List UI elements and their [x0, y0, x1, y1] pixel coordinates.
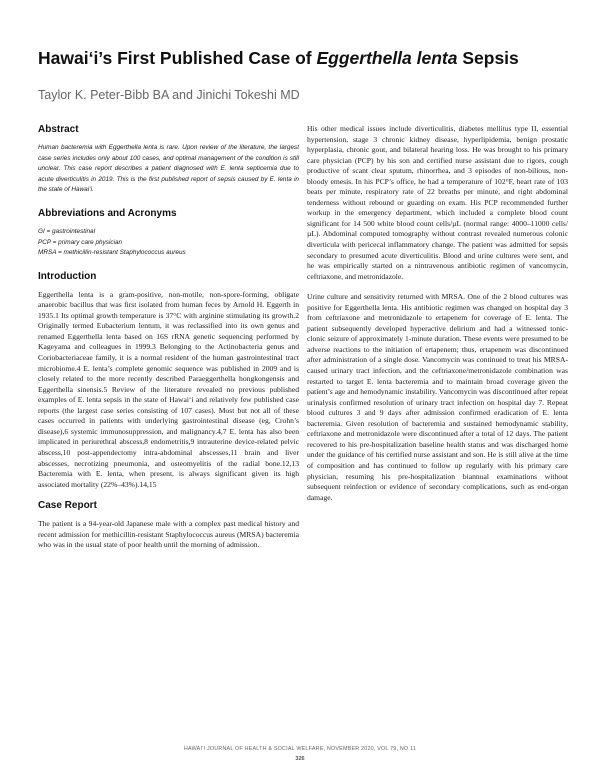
journal-footer: HAWAI‘I JOURNAL OF HEALTH & SOCIAL WELFARE, NOVEMBER 2020, VOL 79, NO 11: [183, 746, 417, 752]
page-number: 326: [295, 756, 305, 762]
title-organism: Eggerthella lenta: [316, 48, 458, 68]
abbreviations-heading: Abbreviations and Acronyms: [38, 207, 177, 219]
abstract-heading: Abstract: [38, 124, 79, 135]
case-report-paragraph-1: The patient is a 94-year-old Japanese male with a complex past medical history and recent admission for methicillin-resistant Staphylococcus aureus (MRSA) bacteremia who was in the usual state of poor health until the morning of admission.: [38, 519, 299, 550]
left-column: [38, 124, 299, 561]
introduction-paragraph: Eggerthella lenta is a gram-positive, non-motile, non-spore-forming, obligate anaerobic bacillus that was first isolated from human feces by Arnold H. Eggerth in 1935.1 Its optimal growth temperature is 37°C with arginine stimulating its growth.2 Originally termed Eubacterium lentum, it was reclassified into its own genus and renamed Eggerthella lenta based on 16S rRNA genetic sequencing performed by Kageyama and colleagues in 1999.3 Belonging to the Actinobacteria genus and Coriobacteriaceae family, it is a normal resident of the human gastrointestinal tract microbiome.4 E. lenta’s complete genomic sequence was published in 2009 and is closely related to the more recently described Paraeggerthella hongkongensis and Eggerthella sinensis.5 Review of the literature revealed no previous published examples of E. lenta sepsis in the state of Hawai‘i and relatively few published case reports (the largest case series consisting of 107 cases). Most but not all of these cases occurred in patients with underlying gastrointestinal disease (eg, Crohn’s disease),6 systemic immunosuppression, and malignancy.4,7 E. lenta has also been implicated in periurethral abscess,8 endometritis,9 intrauterine device-related pelvic abscess,10 post-appendectomy intra-abdominal abscesses,11 brain and liver abscesses, necrotizing pneumonia, and osteomyelitis of the radial bone.12,13 Bacteremia with E. lenta, when present, is always significant given its high associated mortality (22%–43%).14,15: [38, 289, 299, 489]
title-suffix: Sepsis: [457, 48, 519, 68]
title-prefix: Hawai‘i’s First Published Case of: [38, 48, 317, 68]
case-report-paragraph-1-continued: His other medical issues include diverticulitis, diabetes mellitus type II, essential hypertension, stage 3 chronic kidney disease, hyperlipidemia, benign prostatic hyperplasia, chronic gout, and bilateral hearing loss. He was brought to his primary care physician (PCP) by his son and certified nurse assistant due to rigors, cough productive of scant clear sputum, rhinorrhea, and 3 episodes of non-bilious, non-bloody emesis. In his PCP’s office, he had a temperature of 102°F, heart rate of 103 beats per minute, respiratory rate of 22 breaths per minute, and right abdominal tenderness without rebound or guarding on exam. His PCP recommended further workup in the emergency department, which included a complete blood count significant for 14 500 white blood count cells/µL (normal range: 4000–11000 cells/µL). Abdominal computed tomography without contrast revealed numerous colonic diverticula with pericecal inflammatory change. The patient was admitted for sepsis secondary to presumed acute diverticulitis. Blood and urine cultures were sent, and he was empirically started on a nintravenous antibiotic regimen of vancomycin, ceftriaxone, and metronidazole.: [307, 124, 568, 281]
case-report-heading: Case Report: [38, 500, 97, 512]
abbreviation-item: MRSA = methicillin-resistant Staphylococcus aureus: [38, 249, 186, 257]
abbreviations-list: [38, 227, 299, 259]
right-column: [307, 124, 568, 513]
introduction-heading: Introduction: [38, 270, 97, 282]
abbreviation-item: GI = gastrointestinal: [38, 227, 96, 235]
case-report-paragraph-2: Urine culture and sensitivity returned with MRSA. One of the 2 blood cultures was positive for Eggerthella lenta. His antibiotic regimen was changed on hospital day 3 from ceftriaxone and metronidazole to ertapenem for coverage of E. lenta. The patient subsequently developed hyperactive delirium and had a witnessed tonic-clonic seizure of approximately 1-minute duration. These events were presumed to be adverse reactions to the initiation of ertapenem; thus, ertapenem was discontinued after administration of a single dose. Vancomycin was continued to treat his MRSA-caused urinary tract infection, and the ceftriaxone/metronidazole combination was restarted to target E. lenta bacteremia and to maintain broad coverage given the patient’s age and hemodynamic instability. Vancomycin was discontinued after repeat urinalysis confirmed resolution of urinary tract infection on hospital day 7. Repeat blood cultures 3 and 9 days after admission confirmed eradication of E. lenta bacteremia. Given resolution of bacteremia and sustained hemodynamic stability, ceftriaxone and metronidazole were discontinued after a total of 12 days. The patient recovered to his pre-hospitalization baseline health status and was discharged home under the guidance of his certified nurse assistant and son. He is still alive at the time of composition and has continued to follow up regularly with his primary care physician, resuming his pre-hospitalization biannual examinations without subsequent reinfection or evidence of secondary complications, such as end-organ damage.: [307, 292, 568, 502]
abbreviation-item: PCP = primary care physician: [38, 238, 123, 246]
article-title: [38, 48, 578, 69]
abstract-text: Human bacteremia with Eggerthella lenta is rare. Upon review of the literature, the largest case series includes only about 100 cases, and optimal management of the condition is still unclear. This case report describes a patient diagnosed with E. lenta septicemia due to acute diverticulitis in 2019. This is the first published report of sepsis caused by E. lenta in the state of Hawai‘i.: [38, 144, 299, 194]
author-line: Taylor K. Peter-Bibb BA and Jinichi Tokeshi MD: [38, 88, 300, 102]
